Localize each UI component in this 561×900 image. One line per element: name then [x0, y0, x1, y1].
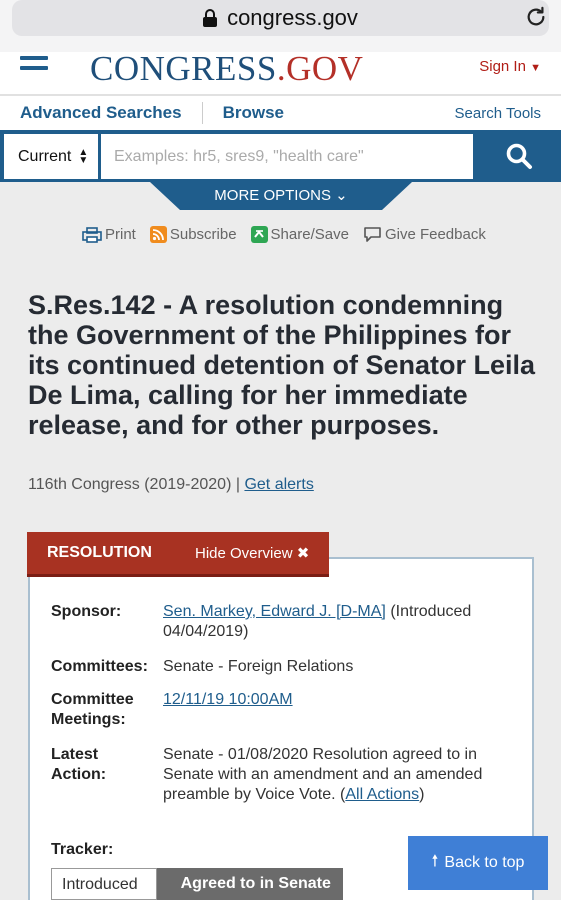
search-input[interactable] — [101, 134, 473, 179]
tracker-step-introduced: Introduced — [51, 868, 157, 900]
menu-icon[interactable] — [20, 56, 48, 76]
meetings-label-line2: Meetings: — [51, 711, 126, 728]
hide-overview-label: Hide Overview — [195, 545, 293, 562]
back-to-top-button[interactable] — [408, 836, 548, 890]
advanced-searches-link[interactable]: Advanced Searches — [20, 103, 182, 122]
meetings-label-line1: Committee — [51, 691, 134, 708]
logo-congress: CONGRESS — [90, 49, 277, 88]
sign-in-label: Sign In — [479, 58, 526, 75]
subscribe-link[interactable] — [150, 226, 237, 243]
get-alerts-link[interactable]: Get alerts — [244, 476, 314, 493]
overview-tab-bar — [27, 532, 329, 574]
browser-url-bar — [0, 0, 561, 52]
print-label: Print — [105, 226, 136, 243]
sponsor-link[interactable]: Sen. Markey, Edward J. [D-MA] — [163, 603, 386, 620]
meetings-value — [163, 690, 503, 710]
feedback-link[interactable] — [363, 226, 486, 243]
scope-select[interactable] — [4, 134, 98, 179]
caret-down-icon: ▼ — [530, 62, 541, 74]
hide-overview-button[interactable] — [195, 544, 309, 562]
all-actions-link[interactable]: All Actions — [345, 786, 420, 803]
latest-label-line1: Latest — [51, 746, 99, 763]
url-text: congress.gov — [227, 5, 358, 30]
committees-value: Senate - Foreign Relations — [163, 658, 354, 675]
site-header — [0, 49, 561, 94]
status-tracker — [51, 868, 343, 900]
share-link[interactable] — [251, 226, 349, 243]
committees-label: Committees: — [51, 658, 148, 675]
sign-in-link[interactable] — [479, 58, 541, 75]
speech-bubble-icon — [363, 226, 382, 243]
scope-value: Current — [18, 147, 72, 165]
meetings-label — [51, 690, 134, 730]
page-title: S.Res.142 - A resolution condemning the Government of the Philippines for its continued detention of Senator Leila De Lima, calling for her immediate release, and for other purposes. — [28, 290, 536, 440]
back-to-top-label: Back to top — [444, 854, 525, 871]
feedback-label: Give Feedback — [384, 226, 486, 243]
subline-separator: | — [235, 476, 240, 493]
more-options-button[interactable] — [150, 182, 412, 210]
sponsor-label: Sponsor: — [51, 603, 122, 620]
arrow-up-icon: 🠕 — [431, 852, 439, 870]
reload-icon[interactable] — [525, 6, 547, 28]
congress-session: 116th Congress (2019-2020) — [28, 476, 232, 493]
logo-gov: .GOV — [276, 49, 364, 88]
tracker-label: Tracker: — [51, 841, 114, 858]
chevron-down-icon: ⌄ — [335, 187, 348, 204]
latest-action-label — [51, 745, 106, 785]
tab-resolution[interactable]: RESOLUTION — [47, 544, 152, 561]
rss-icon — [150, 226, 167, 243]
sort-arrows-icon: ▲ ▼ — [78, 146, 89, 166]
search-tools-link[interactable]: Search Tools — [454, 104, 541, 122]
meeting-link[interactable]: 12/11/19 10:00AM — [163, 691, 293, 708]
sponsor-introduced: (Introduced 04/04/2019) — [163, 603, 472, 640]
latest-action-text: Senate - 01/08/2020 Resolution agreed to in Senate with an amendment and an amended preamble by Voice Vote. — [163, 746, 483, 803]
share-icon — [251, 226, 268, 243]
printer-icon — [82, 227, 102, 243]
nav-row — [0, 94, 561, 130]
sponsor-value — [163, 602, 503, 642]
latest-label-line2: Action: — [51, 766, 107, 783]
share-label: Share/Save — [270, 226, 349, 243]
lock-icon — [203, 9, 217, 27]
address-field[interactable] — [12, 0, 549, 36]
search-bar — [0, 130, 561, 182]
action-links — [82, 226, 486, 243]
latest-action-value: Senate - 01/08/2020 Resolution agreed to in Senate with an amendment and an amended preamble by Voice Vote. (All Actions) — [163, 746, 483, 803]
search-button[interactable] — [476, 130, 561, 182]
tracker-step-agreed: Agreed to in Senate — [157, 868, 343, 900]
subscribe-label: Subscribe — [169, 226, 237, 243]
browse-link[interactable]: Browse — [222, 103, 285, 122]
search-icon — [505, 142, 533, 170]
site-logo[interactable] — [90, 49, 364, 88]
congress-line — [28, 476, 314, 494]
print-link[interactable] — [82, 226, 136, 243]
more-options-label: MORE OPTIONS — [214, 187, 331, 204]
close-icon: ✖ — [296, 545, 310, 562]
